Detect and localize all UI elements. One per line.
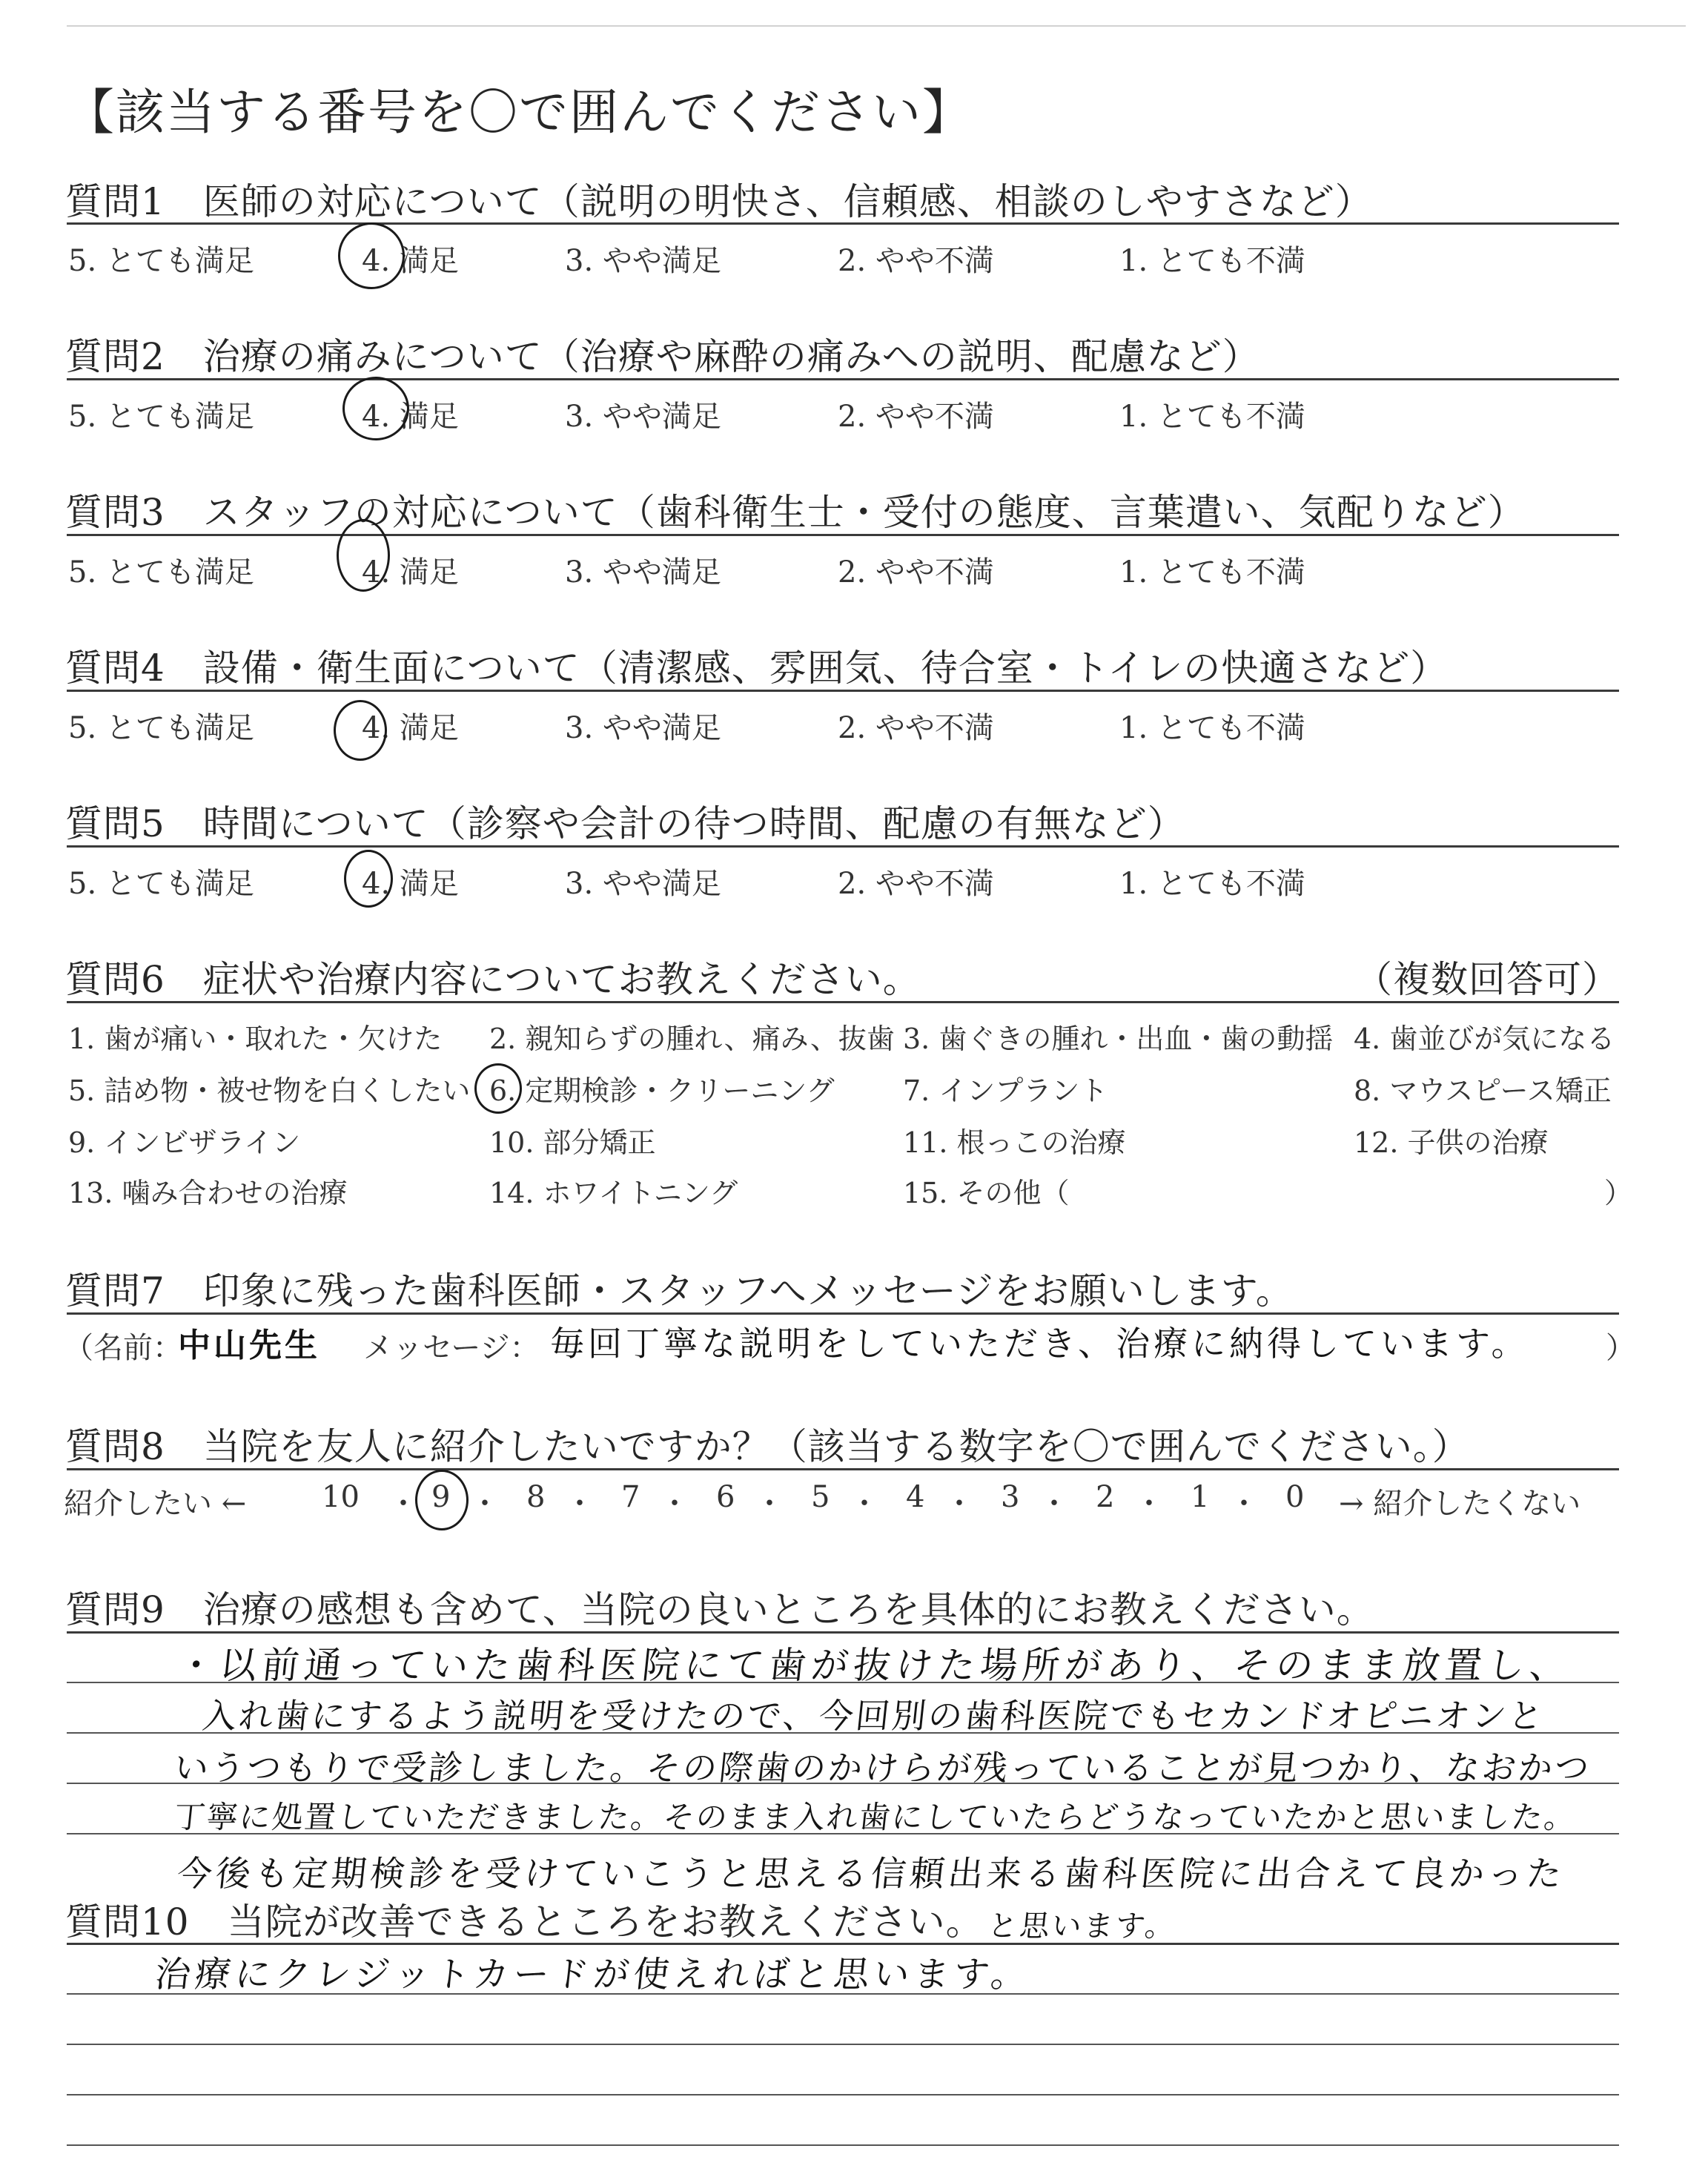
question-9: 質問9 治療の感想も含めて、当院の良いところを具体的にお教えください。 — [65, 1588, 1374, 1631]
multiple-answer-note: （複数回答可） — [1355, 958, 1620, 1001]
selection-circle — [338, 222, 405, 289]
improvement-answer[interactable]: 治療にクレジットカードが使えればと思います。 — [153, 1954, 1033, 1995]
staff-name[interactable]: 中山先生 — [178, 1327, 320, 1364]
symptom-option-12[interactable]: 12. 子供の治療 — [1354, 1126, 1549, 1159]
question-1-rule — [67, 222, 1619, 225]
symptom-option-13[interactable]: 13. 噛み合わせの治療 — [68, 1177, 348, 1209]
scale-dot: ・ — [944, 1487, 974, 1521]
question-10-rule — [67, 1943, 1619, 1945]
option-4[interactable]: 4. 満足 — [362, 400, 459, 434]
option-4[interactable]: 4. 満足 — [362, 555, 459, 589]
message-close-paren: ） — [1606, 1331, 1635, 1365]
question-1: 質問1 医師の対応について（説明の明快さ、信頼感、相談のしやすさなど） — [65, 180, 1373, 223]
page-title: 【該当する番号を〇で囲んでください】 — [65, 84, 973, 141]
symptom-option-4[interactable]: 4. 歯並びが気になる — [1354, 1023, 1615, 1055]
scale-dot: ・ — [660, 1487, 689, 1521]
answer-line — [67, 2144, 1619, 2146]
scale-dot: ・ — [850, 1487, 879, 1521]
selection-circle — [344, 850, 393, 908]
scale-dot: ・ — [1229, 1487, 1259, 1521]
option-5[interactable]: 5. とても満足 — [68, 711, 254, 745]
scale-5[interactable]: 5 — [811, 1480, 830, 1514]
symptom-option-15[interactable]: 15. その他（ — [903, 1177, 1070, 1209]
option-2[interactable]: 2. やや不満 — [838, 711, 994, 745]
answer-line — [67, 2044, 1619, 2045]
other-close-paren: ） — [1604, 1177, 1633, 1209]
scale-1[interactable]: 1 — [1191, 1480, 1210, 1514]
question-2: 質問2 治療の痛みについて（治療や麻酔の痛みへの説明、配慮など） — [65, 335, 1260, 378]
question-6-rule — [67, 1001, 1619, 1003]
option-1[interactable]: 1. とても不満 — [1119, 555, 1305, 589]
question-3-rule — [67, 534, 1619, 536]
option-1[interactable]: 1. とても不満 — [1119, 244, 1305, 278]
scale-2[interactable]: 2 — [1096, 1480, 1115, 1514]
answer-line-4: 丁寧に処置していただきました。そのまま入れ歯にしていたらどうなっていたかと思いました。 — [172, 1799, 1579, 1835]
message-text[interactable]: 毎回丁寧な説明をしていただき、治療に納得しています。 — [550, 1324, 1529, 1364]
answer-line-3: いうつもりで受診しました。その際歯のかけらが残っていることが見つかり、なおかつ — [172, 1748, 1593, 1788]
answer-line — [67, 2094, 1619, 2095]
question-5-rule — [67, 845, 1619, 848]
scale-dot: ・ — [388, 1487, 418, 1521]
message-label: メッセージ： — [363, 1331, 540, 1365]
option-3[interactable]: 3. やや満足 — [565, 400, 721, 434]
selection-circle — [334, 700, 387, 761]
question-7-rule — [67, 1312, 1619, 1315]
symptom-option-7[interactable]: 7. インプラント — [903, 1074, 1108, 1107]
question-2-rule — [67, 378, 1619, 380]
option-5[interactable]: 5. とても満足 — [68, 244, 254, 278]
top-border — [67, 25, 1686, 27]
question-7: 質問7 印象に残った歯科医師・スタッフへメッセージをお願いします。 — [65, 1269, 1294, 1312]
scale-9[interactable]: 9 — [431, 1480, 451, 1514]
symptom-option-11[interactable]: 11. 根っこの治療 — [903, 1126, 1126, 1159]
symptom-option-8[interactable]: 8. マウスピース矯正 — [1354, 1074, 1612, 1107]
scale-0[interactable]: 0 — [1285, 1480, 1305, 1514]
question-8-rule — [67, 1468, 1619, 1470]
option-3[interactable]: 3. やや満足 — [565, 244, 721, 278]
scale-8[interactable]: 8 — [526, 1480, 546, 1514]
option-1[interactable]: 1. とても不満 — [1119, 867, 1305, 901]
question-4: 質問4 設備・衛生面について（清潔感、雰囲気、待合室・トイレの快適さなど） — [65, 647, 1449, 690]
question-10: 質問10 当院が改善できるところをお教えください。 — [65, 1900, 984, 1943]
scale-3[interactable]: 3 — [1001, 1480, 1020, 1514]
question-8: 質問8 当院を友人に紹介したいですか？（該当する数字を〇で囲んでください。） — [65, 1425, 1470, 1468]
selection-circle — [342, 377, 409, 440]
scale-right-label: → 紹介したくない — [1339, 1487, 1581, 1521]
symptom-option-2[interactable]: 2. 親知らずの腫れ、痛み、抜歯 — [489, 1023, 895, 1055]
option-4[interactable]: 4. 満足 — [362, 244, 459, 278]
question-9-rule — [67, 1631, 1619, 1634]
scale-dot: ・ — [1134, 1487, 1164, 1521]
question-4-rule — [67, 690, 1619, 692]
option-3[interactable]: 3. やや満足 — [565, 555, 721, 589]
symptom-option-3[interactable]: 3. 歯ぐきの腫れ・出血・歯の動揺 — [903, 1023, 1334, 1055]
scale-4[interactable]: 4 — [906, 1480, 925, 1514]
scale-7[interactable]: 7 — [621, 1480, 640, 1514]
symptom-option-6[interactable]: 6. 定期検診・クリーニング — [489, 1074, 835, 1107]
selection-circle — [474, 1063, 522, 1114]
option-3[interactable]: 3. やや満足 — [565, 867, 721, 901]
question-6: 質問6 症状や治療内容についてお教えください。 — [65, 958, 921, 1001]
symptom-option-5[interactable]: 5. 詰め物・被せ物を白くしたい — [68, 1074, 471, 1107]
scale-dot: ・ — [470, 1487, 500, 1521]
question-3: 質問3 スタッフの対応について（歯科衛生士・受付の態度、言葉遣い、気配りなど） — [65, 491, 1526, 534]
selection-circle — [337, 519, 390, 592]
scale-dot: ・ — [565, 1487, 595, 1521]
selection-circle — [415, 1470, 469, 1530]
symptom-option-9[interactable]: 9. インビザライン — [68, 1126, 301, 1159]
answer-line-2: 入れ歯にするよう説明を受けたので、今回別の歯科医院でもセカンドオピニオンと — [200, 1696, 1547, 1736]
symptom-option-14[interactable]: 14. ホワイトニング — [489, 1177, 738, 1209]
option-2[interactable]: 2. やや不満 — [838, 555, 994, 589]
symptom-option-1[interactable]: 1. 歯が痛い・取れた・欠けた — [68, 1023, 443, 1055]
answer-line-6: と思います。 — [986, 1909, 1179, 1943]
option-4[interactable]: 4. 満足 — [362, 867, 459, 901]
option-5[interactable]: 5. とても満足 — [68, 555, 254, 589]
option-3[interactable]: 3. やや満足 — [565, 711, 721, 745]
option-2[interactable]: 2. やや不満 — [838, 867, 994, 901]
option-5[interactable]: 5. とても満足 — [68, 400, 254, 434]
name-label: （名前： — [64, 1331, 182, 1365]
option-5[interactable]: 5. とても満足 — [68, 867, 254, 901]
scale-10[interactable]: 10 — [322, 1480, 360, 1514]
scale-dot: ・ — [1039, 1487, 1069, 1521]
option-2[interactable]: 2. やや不満 — [838, 400, 994, 434]
answer-line-1: ・以前通っていた歯科医院にて歯が抜けた場所があり、そのまま放置し、 — [175, 1644, 1575, 1687]
question-5: 質問5 時間について（診察や会計の待つ時間、配慮の有無など） — [65, 802, 1185, 845]
answer-line-5: 今後も定期検診を受けていこうと思える信頼出来る歯科医院に出合えて良かった — [175, 1854, 1567, 1895]
option-1[interactable]: 1. とても不満 — [1119, 400, 1305, 434]
scale-dot: ・ — [755, 1487, 784, 1521]
symptom-option-10[interactable]: 10. 部分矯正 — [489, 1126, 656, 1159]
option-1[interactable]: 1. とても不満 — [1119, 711, 1305, 745]
scale-6[interactable]: 6 — [716, 1480, 735, 1514]
option-2[interactable]: 2. やや不満 — [838, 244, 994, 278]
scale-left-label: 紹介したい ← — [64, 1487, 247, 1521]
option-4[interactable]: 4. 満足 — [362, 711, 459, 745]
